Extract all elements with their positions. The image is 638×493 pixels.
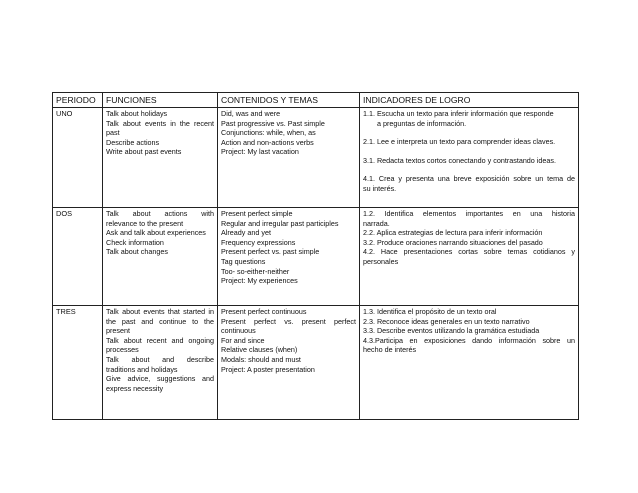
indicadores-cell	[360, 207, 579, 305]
funcion-line: Ask and talk about experiences	[106, 228, 206, 238]
indicador-line: 2.3. Reconoce ideas generales en un texto narrativo	[363, 316, 530, 326]
contenido-line: Project: A poster presentation	[221, 364, 315, 374]
indicador-line: narrada.	[363, 218, 390, 228]
periodo-cell: DOS	[53, 207, 103, 305]
funcion-line: present	[106, 326, 130, 336]
indicador-line: 4.1. Crea y presenta una breve exposición sobre un tema de	[363, 174, 575, 184]
funcion-line: Talk about recent and ongoing	[106, 335, 214, 345]
indicador-line: 1.3. Identifica el propósito de un texto oral	[363, 307, 497, 316]
indicador-line: a preguntas de información.	[377, 118, 467, 128]
contenido-line: Present perfect vs. past simple	[221, 247, 320, 257]
funcion-line: processes	[106, 345, 139, 355]
curriculum-table	[52, 92, 579, 420]
indicador-line: 3.2. Produce oraciones narrando situaciones del pasado	[363, 237, 543, 247]
contenido-line: Past progressive vs. Past simple	[221, 118, 325, 128]
funcion-line: relevance to the present	[106, 218, 184, 228]
contenido-line: Relative clauses (when)	[221, 345, 298, 355]
contenidos-cell	[218, 107, 360, 207]
contenido-line: Project: My experiences	[221, 276, 298, 286]
funcion-line: Talk about changes	[106, 247, 168, 257]
contenido-line: Project: My last vacation	[221, 147, 299, 157]
indicador-line: 2.2. Aplica estrategias de lectura para inferir información	[363, 228, 543, 238]
funcion-line: Talk about events in the recent	[106, 118, 214, 128]
indicador-line: 4.3.Participa en exposiciones dando información sobre un	[363, 335, 575, 345]
indicador-line: su interés.	[363, 183, 397, 193]
funcion-line: past	[106, 128, 120, 138]
header-row	[53, 93, 579, 108]
funcion-line: Describe actions	[106, 137, 160, 147]
contenido-line: Regular and irregular past participles	[221, 218, 339, 228]
contenido-line: Present perfect simple	[221, 209, 293, 218]
indicadores-cell	[360, 107, 579, 207]
funcion-line: Write about past events	[106, 147, 182, 157]
table-row	[53, 107, 579, 207]
funcion-line: express necessity	[106, 383, 164, 393]
indicador-line: 4.2. Hace presentaciones cortas sobre temas cotidianos y	[363, 247, 575, 257]
header-contenidos: CONTENIDOS Y TEMAS	[218, 93, 360, 108]
indicador-line: 3.3. Describe eventos utilizando la gramática estudiada	[363, 326, 540, 336]
header-funciones: FUNCIONES	[103, 93, 218, 108]
contenido-line: Frequency expressions	[221, 237, 296, 247]
indicador-line: hecho de interés	[363, 345, 417, 355]
funcion-line: Talk about events that started in	[106, 307, 214, 316]
contenido-line: For and since	[221, 335, 265, 345]
funcion-line: Talk about actions with	[106, 209, 214, 218]
header-indicadores: INDICADORES DE LOGRO	[360, 93, 579, 108]
contenido-line: Did, was and were	[221, 109, 281, 118]
indicador-line: 3.1. Redacta textos cortos conectando y contrastando ideas.	[363, 155, 556, 165]
table-row	[53, 207, 579, 305]
funciones-cell	[103, 107, 218, 207]
periodo-cell: UNO	[53, 107, 103, 207]
funcion-line: Give advice, suggestions and	[106, 374, 214, 384]
contenido-line: Too- so-either-neither	[221, 266, 290, 276]
periodo-cell: TRES	[53, 305, 103, 419]
indicador-line: 2.1. Lee e interpreta un texto para comprender ideas claves.	[363, 137, 556, 147]
contenido-line: Action and non-actions verbs	[221, 137, 314, 147]
funcion-line: Check information	[106, 237, 164, 247]
funcion-line: Talk about holidays	[106, 109, 168, 118]
indicador-line: 1.1. Escucha un texto para inferir información que responde	[363, 109, 554, 118]
contenidos-cell	[218, 305, 360, 419]
contenido-line: Conjunctions: while, when, as	[221, 128, 316, 138]
funcion-line: the past and continue to the	[106, 316, 214, 326]
funcion-line: traditions and holidays	[106, 364, 178, 374]
contenido-line: Present perfect vs. present perfect	[221, 316, 356, 326]
table-row	[53, 305, 579, 419]
header-periodo: PERIODO	[53, 93, 103, 108]
funciones-cell	[103, 207, 218, 305]
contenido-line: Present perfect continuous	[221, 307, 307, 316]
contenidos-cell	[218, 207, 360, 305]
funcion-line: Talk about and describe	[106, 354, 214, 364]
funciones-cell	[103, 305, 218, 419]
contenido-line: Modals: should and must	[221, 354, 301, 364]
contenido-line: continuous	[221, 326, 256, 336]
indicador-line: personales	[363, 256, 399, 266]
indicadores-cell	[360, 305, 579, 419]
contenido-line: Already and yet	[221, 228, 271, 238]
contenido-line: Tag questions	[221, 256, 266, 266]
indicador-line: 1.2. Identifica elementos importantes en una historia	[363, 209, 575, 218]
